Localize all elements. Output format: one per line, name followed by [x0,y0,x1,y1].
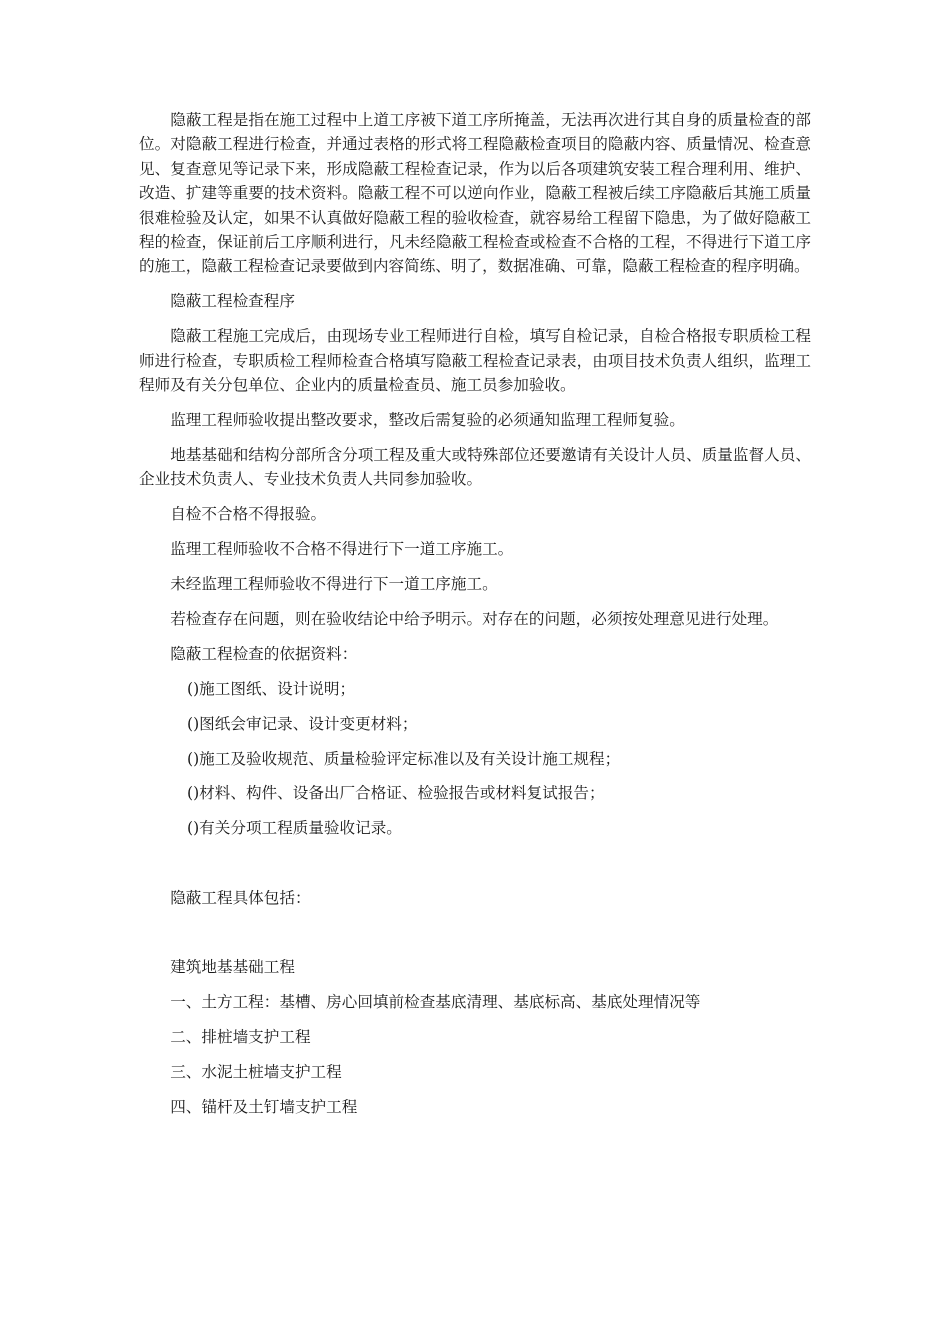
section-item: 二、排桩墙支护工程 [170,1027,311,1046]
basis-item: ()材料、构件、设备出厂合格证、检验报告或材料复试报告； [187,784,605,803]
supervisor-fail-rule: 监理工程师验收不合格不得进行下一道工序施工。 [170,540,514,559]
includes-heading: 隐蔽工程具体包括： [170,888,311,907]
supervisor-unchecked-rule: 未经监理工程师验收不得进行下一道工序施工。 [170,575,498,593]
section-item: 三、水泥土桩墙支护工程 [170,1062,342,1081]
basis-item: ()施工图纸、设计说明； [187,679,356,698]
basis-heading: 隐蔽工程检查的依据资料： [170,644,358,663]
section-item: 四、锚杆及土钉墙支护工程 [170,1097,358,1116]
section-title: 建筑地基基础工程 [170,958,295,977]
document-page [139,108,811,1119]
basis-item: ()有关分项工程质量验收记录。 [187,819,402,838]
section-item: 一、土方工程：基槽、房心回填前检查基底清理、基底标高、基底处理情况等 [170,993,701,1012]
procedure-heading: 隐蔽工程检查程序 [170,292,295,311]
foundation-paragraph: 地基基础和结构分部所含分项工程及重大或特殊部位还要邀请有关设计人员、质量监督人员、企业技术负责人、专业技术负责人共同参加验收。 [139,445,811,489]
rectification-paragraph: 监理工程师验收提出整改要求，整改后需复验的必须通知监理工程师复验。 [170,410,685,429]
procedure-paragraph: 隐蔽工程施工完成后，由现场专业工程师进行自检，填写自检记录，自检合格报专职质检工程师进行检查，专职质检工程师检查合格填写隐蔽工程检查记录表，由项目技术负责人组织，监理工程师及有关分包单位、企业内的质量检查员、施工员参加验收。 [139,327,811,395]
self-check-rule: 自检不合格不得报验。 [170,505,327,524]
basis-item: ()施工及验收规范、质量检验评定标准以及有关设计施工规程； [187,749,621,768]
intro-paragraph: 隐蔽工程是指在施工过程中上道工序被下道工序所掩盖，无法再次进行其自身的质量检查的部位。对隐蔽工程进行检查，并通过表格的形式将工程隐蔽检查项目的隐蔽内容、质量情况、检查意见、复查意见等记录下来，形成隐蔽工程检查记录，作为以后各项建筑安装工程合理利用、维护、改造、扩建等重要的技术资料。隐蔽工程不可以逆向作业，隐蔽工程被后续工序隐蔽后其施工质量很难检验及认定，如果不认真做好隐蔽工程的验收检查，就容易给工程留下隐患，为了做好隐蔽工程的检查，保证前后工序顺利进行，凡未经隐蔽工程检查或检查不合格的工程，不得进行下道工序的施工，隐蔽工程检查记录要做到内容简练、明了，数据准确、可靠，隐蔽工程检查的程序明确。 [139,111,811,276]
basis-item: ()图纸会审记录、设计变更材料； [187,714,418,733]
problem-paragraph: 若检查存在问题，则在验收结论中给予明示。对存在的问题，必须按处理意见进行处理。 [170,609,779,628]
